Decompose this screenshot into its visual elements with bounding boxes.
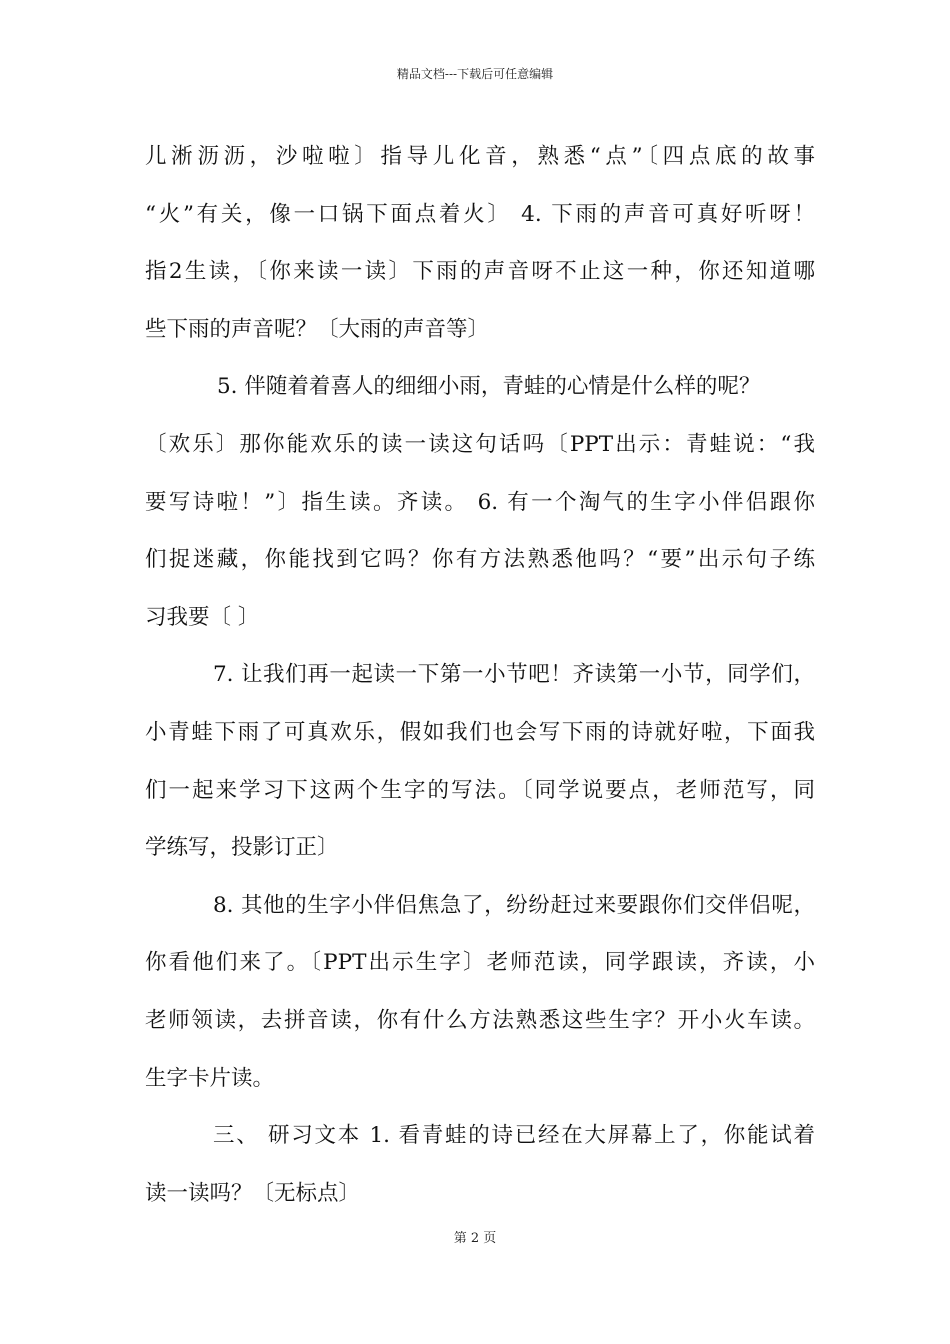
text-line: 8. 其他的生字小伴侣焦急了，纷纷赶过来要跟你们交伴侣呢， xyxy=(213,892,815,918)
text-line: 你看他们来了。〔PPT出示生字〕老师范读，同学跟读，齐读，小 xyxy=(145,950,815,976)
text-line: 习我要〔 〕 xyxy=(145,604,260,630)
text-line: 〔欢乐〕那你能欢乐的读一读这句话吗〔PPT出示：青蛙说：“我 xyxy=(145,431,815,457)
text-line: 读一读吗？〔无标点〕 xyxy=(145,1180,361,1206)
text-line: 5. 伴随着着喜人的细细小雨，青蛙的心情是什么样的呢？ xyxy=(217,374,761,400)
document-body xyxy=(145,128,815,1222)
text-line: 学练写，投影订正〕 xyxy=(145,835,339,861)
text-line: 生字卡片读。 xyxy=(145,1065,275,1091)
page-header: 精品文档---下载后可任意编辑 xyxy=(396,67,554,81)
text-line: “火”有关，像一口锅下面点着火〕 4. 下雨的声音可真好听呀！ xyxy=(145,201,815,227)
text-line: 们一起来学习下这两个生字的写法。〔同学说要点，老师范写，同 xyxy=(145,777,815,803)
page-number: 第 2 页 xyxy=(453,1231,497,1246)
text-line: 老师领读，去拼音读，你有什么方法熟悉这些生字？开小火车读。 xyxy=(145,1007,815,1033)
text-line: 要写诗啦！”〕指生读。齐读。 6. 有一个淘气的生字小伴侣跟你 xyxy=(145,489,815,515)
text-line: 三、 研习文本 1. 看青蛙的诗已经在大屏幕上了，你能试着 xyxy=(213,1123,815,1149)
text-line: 们捉迷藏，你能找到它吗？你有方法熟悉他吗？“要”出示句子练 xyxy=(145,547,815,573)
text-line: 儿淅沥沥，沙啦啦〕指导儿化音，熟悉“点”〔四点底的故事 xyxy=(145,144,815,169)
text-line: 7. 让我们再一起读一下第一小节吧！齐读第一小节，同学们， xyxy=(213,662,815,688)
text-line: 些下雨的声音呢？〔大雨的声音等〕 xyxy=(145,316,490,342)
text-line: 小青蛙下雨了可真欢乐，假如我们也会写下雨的诗就好啦，下面我 xyxy=(145,719,815,745)
text-line: 指2生读，〔你来读一读〕下雨的声音呀不止这一种，你还知道哪 xyxy=(145,259,815,285)
